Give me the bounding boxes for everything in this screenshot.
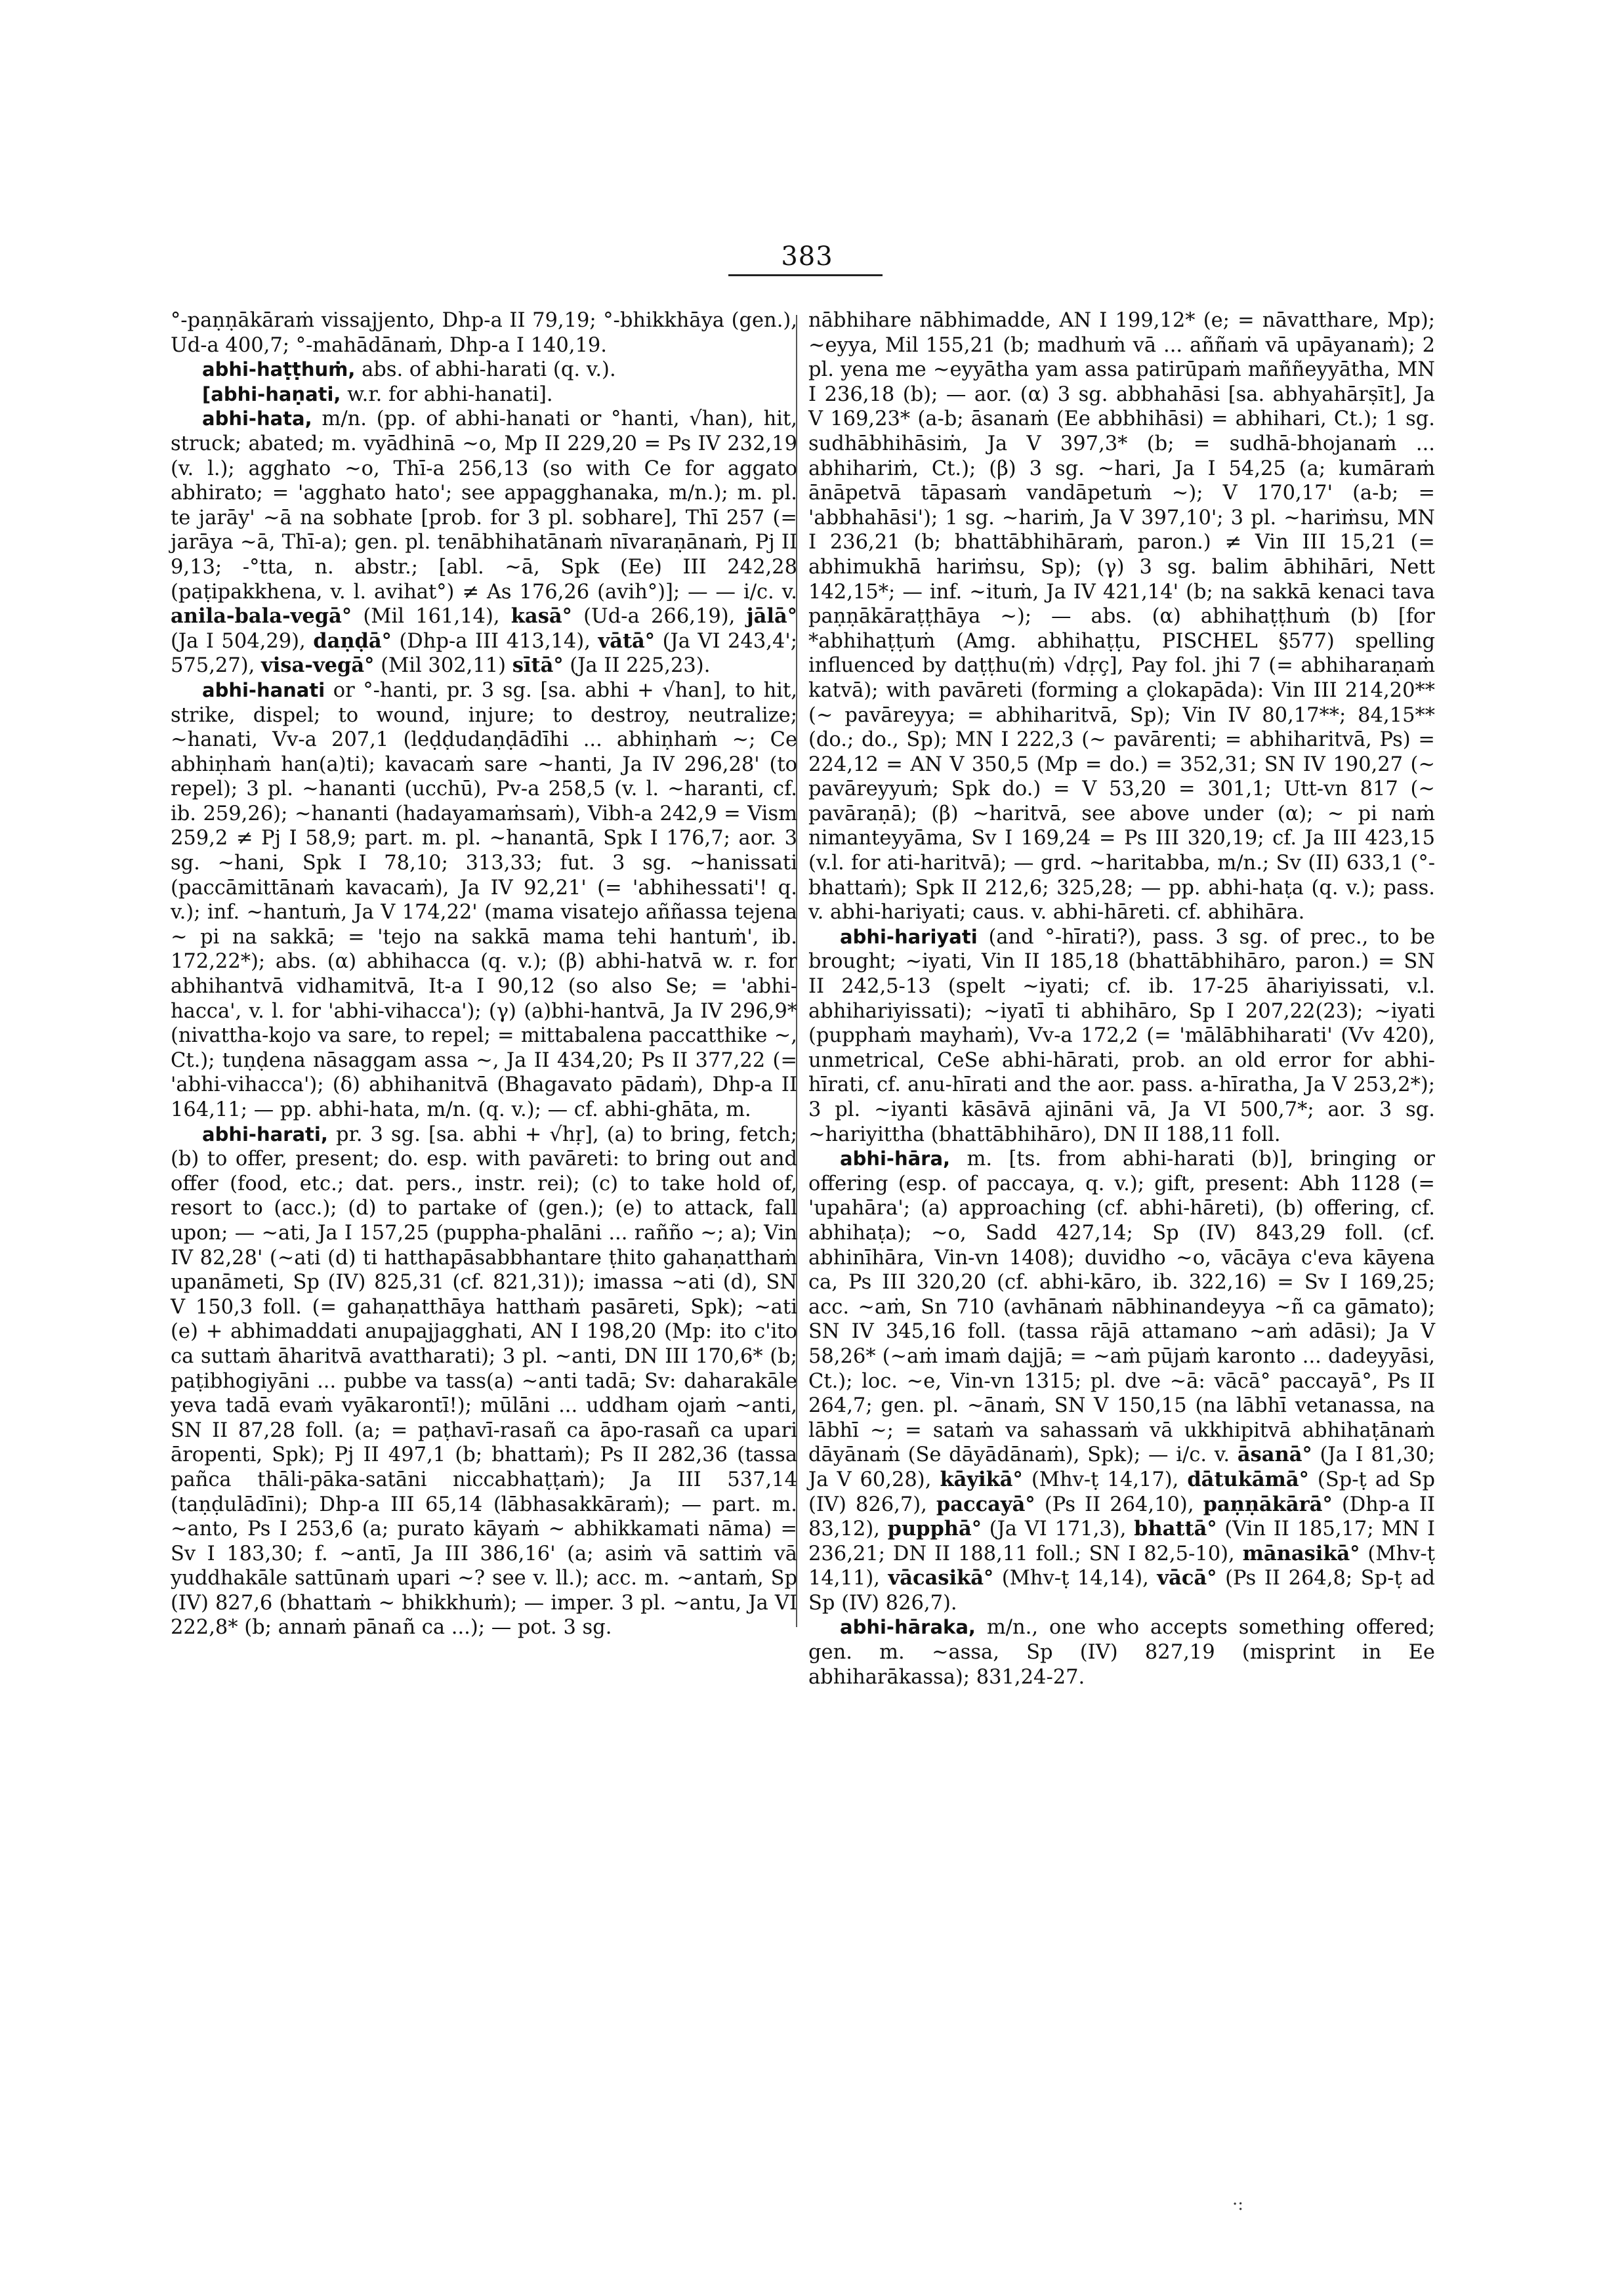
- compound: anila-bala-vegā°: [171, 604, 352, 629]
- headword: abhi-haṭṭhuṁ,: [202, 358, 356, 381]
- compound-ref: (Ja VI 243,4'; 575,27),: [171, 629, 798, 678]
- compound-ref: (Mhv-ṭ 14,11),: [808, 1542, 1435, 1590]
- headword: [abhi-haṇati,: [202, 382, 341, 405]
- compound-ref: (Dhp-a III 413,14),: [391, 629, 598, 653]
- compound: kāyikā°: [940, 1467, 1023, 1491]
- compound-ref: (Mil 302,11): [374, 654, 512, 678]
- header-rule: [728, 274, 883, 276]
- compound-ref: (Ud-a 266,19),: [572, 605, 747, 629]
- page-number: 383: [781, 241, 833, 272]
- compound: kasā°: [510, 604, 572, 629]
- compound: sītā°: [512, 653, 564, 678]
- headword: abhi-hāra,: [840, 1148, 951, 1170]
- entry-text: pr. 3 sg. [sa. abhi + √hṛ], (a) to bring, fetch; (b) to offer, present; do. esp. with pavāreti: to bring out and offer (food, etc.; dat. pers., instr. rei); (c) to take hold of, resort to (acc.); (d) to partake of (gen.); (e) to attack, fall upon; — ~ati, Ja I 157,25 (puppha-phalāni ... rañño ~; a); Vin IV 82,28' (~ati (d) ti hatthapāsabbhantare ṭhito gahaṇatthaṁ upanāmeti, Sp (IV) 825,31 (cf. 821,31)); imassa ~ati (d), SN V 150,3 foll. (= gahaṇatthāya hatthaṁ pasāreti, Spk); ~ati (e) + abhimaddati anupajjagghati, AN I 198,20 (Mp: ito c'ito ca suttaṁ āharitvā avattharati); 3 pl. ~anti, DN III 170,6* (b; paṭibhogiyāni ... pubbe va tass(a) ~anti tadā; Sv: daharakāle yeva tadā evaṁ vyākarontī!); mūlāni ... uddham ojaṁ ~anti, SN II 87,28 foll. (a; = paṭhavī-rasañ ca āpo-rasañ ca upari āropenti, Spk); Pj II 497,1 (b; bhattaṁ); Ps II 282,36 (tassa pañca thāli-pāka-satāni niccabhaṭṭaṁ); Ja III 537,14 (taṇḍulādīni); Dhp-a III 65,14 (lābhasakkāraṁ); — part. m. ~anto, Ps I 253,6 (a; purato kāyaṁ ~ abhikkamati nāma) = Sv I 183,30; f. ~antī, Ja III 386,16' (a; asiṁ vā sattiṁ vā yuddhakāle sattūnaṁ upari ~? see v. ll.); acc. m. ~antaṁ, Sp (IV) 827,6 (bhattaṁ ~ bhikkhuṁ); — imper. 3 pl. ~antu, Ja VI 222,8* (b; annaṁ pānañ ca ...); — pot. 3 sg.: [171, 1123, 797, 1640]
- compound-ref: (Ps II 264,8; Sp-ṭ ad Sp (IV) 826,7).: [808, 1567, 1435, 1615]
- compound: jālā°: [746, 604, 797, 629]
- entry-abhi-harati: [171, 1123, 797, 1640]
- compound: paṇṇākārā°: [1203, 1492, 1333, 1516]
- compound: vācasikā°: [888, 1566, 994, 1590]
- headword: abhi-hanati: [202, 678, 325, 701]
- headword: abhi-hariyati: [840, 925, 978, 948]
- entry-text: m. [ts. from abhi-harati (b)], bringing or offering (esp. of paccaya, q. v.); gift, present: Abh 1128 (= 'upahāra'; (a) approaching (cf. abhi-hāreti), (b) offering, cf. abhihaṭa); ~o, Sadd 427,14; Sp (IV) 843,29 foll. (cf. abhinīhāra, Vin-vn 1408); duvidho ~o, vācāya c'eva kāyena ca, Ps III 320,20 (cf. abhi-kāro, ib. 322,16) = Sv I 169,25; acc. ~aṁ, Sn 710 (avhānaṁ nābhinandeyya ~ñ ca gāmato); SN IV 345,16 foll. (tassa rājā attamano ~aṁ adāsi); Ja V 58,26* (~aṁ imaṁ dajjā; = ~aṁ pūjaṁ karonto ... dadeyyāsi, Ct.); loc. ~e, Vin-vn 1315; pl. dve ~ā: vācā° paccayā°, Ps II 264,7; gen. pl. ~ānaṁ, SN V 150,15 (na lābhī vetanassa, na lābhī ~; = sataṁ va sahassaṁ vā ukkhipitvā abhihaṭānaṁ dāyānaṁ (Se dāyādānaṁ), Spk); — i/c. v.: [808, 1148, 1435, 1467]
- entry-abhi-hara: [808, 1147, 1435, 1615]
- compound-ref: (Mhv-ṭ 14,17),: [1022, 1468, 1188, 1491]
- compound: vācā°: [1157, 1566, 1217, 1590]
- headword: abhi-harati,: [202, 1123, 328, 1146]
- entry-abhi-hanati: [171, 678, 797, 1123]
- entry-text: w.r. for abhi-hanati].: [341, 382, 553, 406]
- compound: āsanā°: [1237, 1443, 1312, 1467]
- compound-ref: (Ja VI 171,3),: [981, 1518, 1135, 1541]
- entry-continuation: [171, 308, 797, 358]
- compound: pupphā°: [887, 1517, 982, 1541]
- compound-ref: (Ps II 264,10),: [1035, 1493, 1203, 1516]
- compound: bhattā°: [1134, 1517, 1217, 1541]
- headword: abhi-hata,: [202, 407, 312, 430]
- editor-mark: ·:: [1232, 2195, 1244, 2214]
- compound-ref: (Mhv-ṭ 14,14),: [993, 1567, 1157, 1590]
- entry-abhi-haraka: [808, 1615, 1435, 1689]
- compound: mānasikā°: [1242, 1541, 1360, 1565]
- compound: vātā°: [598, 629, 656, 653]
- compound: paccayā°: [936, 1492, 1035, 1516]
- entry-abhi-hariyati: [808, 925, 1435, 1147]
- compound: visa-vegā°: [261, 653, 375, 678]
- compound: daṇḍā°: [313, 629, 392, 653]
- entry-text: abs. of abhi-harati (q. v.).: [355, 358, 616, 382]
- compound-ref: (Ja I 504,29),: [171, 629, 314, 653]
- right-column: [808, 308, 1435, 1689]
- entry-continuation: [808, 308, 1435, 925]
- entry-text: m/n., one who accepts something offered; gen. m. ~assa, Sp (IV) 827,19 (misprint in Ee abhiharākassa); 831,24-27.: [808, 1616, 1435, 1689]
- entry-text: or °-hanti, pr. 3 sg. [sa. abhi + √han], to hit, strike, dispel; to wound, injure; to destroy, neutralize; ~hanati, Vv-a 207,1 (leḍḍudaṇḍādīhi ... abhiṇhaṁ ~; Ce abhiṇhaṁ han(a)ti); kavacaṁ sare ~hanti, Ja IV 296,28' (to repel); 3 pl. ~hananti (ucchū), Pv-a 258,5 (v. l. ~haranti, cf. ib. 259,26); ~hananti (hadayamaṁsaṁ), Vibh-a 242,9 = Vism 259,2 ≠ Pj I 58,9; part. m. pl. ~hanantā, Spk I 176,7; aor. 3 sg. ~hani, Spk I 78,10; 313,33; fut. 3 sg. ~hanissati (paccāmittānaṁ kavacaṁ), Ja IV 92,21' (= 'abhihessati'! q. v.); inf. ~hantuṁ, Ja V 174,22' (mama visatejo aññassa tejena ~ pi na sakkā; = 'tejo na sakkā mama tehi hantuṁ', ib. 172,22*); abs. (α) abhihacca (q. v.); (β) abhi-hatvā w. r. for abhihantvā vidhamitvā, It-a I 90,12 (so also Se; = 'abhi-hacca', v. l. for 'abhi-vihacca'); (γ) (a)bhi-hantvā, Ja IV 296,9* (nivattha-kojo va sare, to repel; = mittabalena paccatthike ~, Ct.); tuṇḍena nāsaggam assa ~, Ja II 434,20; Ps II 377,22 (= 'abhi-vihacca'); (δ) abhihanitvā (Bhagavato pādaṁ), Dhp-a II 164,11; — pp. abhi-hata, m/n. (q. v.); — cf. abhi-ghāta, m.: [171, 678, 797, 1121]
- entry-text: (and °-hīrati?), pass. 3 sg. of prec., to be brought; ~iyati, Vin II 185,18 (bhattābhihāro, paron.) = SN II 242,5-13 (spelt ~iyati; cf. ib. 17-25 āhariyissati, v.l. abhihariyissati); ~iyatī ti abhihāro, Sp I 207,22(23); ~iyati (pupphaṁ mayhaṁ), Vv-a 172,2 (= 'mālābhiharati' (Vv 420), unmetrical, CeSe abhi-hārati, prob. an old error for abhi-hīrati, cf. anu-hīrati and the aor. pass. a-hīratha, Ja V 253,2*); 3 pl. ~iyanti kāsāvā ajināni vā, Ja VI 500,7*; aor. 3 sg. ~hariyittha (bhattābhihāro), DN II 188,11 foll.: [808, 925, 1435, 1146]
- compound-ref: (Vin II 185,17; MN I 236,21; DN II 188,11 foll.; SN I 82,5-10),: [808, 1518, 1435, 1565]
- entry-text: m/n. (pp. of abhi-hanati or °hanti, √han), hit, struck; abated; m. vyādhinā ~o, Mp II 229,20 = Ps IV 232,19 (v. l.); agghato ~o, Thī-a 256,13 (so with Ce for aggato abhirato; = 'agghato hato'; see appagghanaka, m/n.); m. pl. te jarāy' ~ā na sobhate [prob. for 3 pl. sobhare], Thī 257 (= jarāya ~ā, Thī-a); gen. pl. tenābhihatānaṁ nīvaraṇānaṁ, Pj II 9,13; -°tta, n. abstr.; [abl. ~ā, Spk (Ee) III 242,28 (paṭipakkhena, v. l. avihat°) ≠ As 176,26 (avih°)]; — — i/c. v.: [171, 407, 797, 604]
- compound-ref: (Ja I 81,30; Ja V 60,28),: [808, 1443, 1435, 1491]
- compound-ref: (Mil 161,14),: [352, 605, 511, 629]
- compound-ref: (Dhp-a II 83,12),: [808, 1493, 1435, 1541]
- compound-ref: (Sp-ṭ ad Sp (IV) 826,7),: [808, 1468, 1435, 1516]
- entry-abhi-hanati-wr: [171, 382, 797, 407]
- compound-ref: (Ja II 225,23).: [563, 654, 711, 678]
- entry-abhi-hata: [171, 407, 797, 678]
- entry-abhi-hatthum: [171, 358, 797, 382]
- headword: abhi-hāraka,: [840, 1616, 976, 1639]
- entry-text: °-paṇṇākāraṁ vissajjento, Dhp-a II 79,19; °-bhikkhāya (gen.), Ud-a 400,7; °-mahādānaṁ, Dhp-a I 140,19.: [171, 309, 797, 357]
- compound: dātukāmā°: [1187, 1467, 1309, 1491]
- left-column: [171, 308, 797, 1640]
- entry-text: nābhihare nābhimadde, AN I 199,12* (e; = nāvatthare, Mp); ~eyya, Mil 155,21 (b; madhuṁ vā ... aññaṁ vā upāyanaṁ); 2 pl. yena me ~eyyātha yam assa patirūpaṁ maññeyyātha, MN I 236,18 (b); — aor. (α) 3 sg. abbhahāsi [sa. abhyahārṣīt], Ja V 169,23* (a-b; āsanaṁ (Ee abbhihāsi) = abhihari, Ct.); 1 sg. sudhābhihāsiṁ, Ja V 397,3* (b; = sudhā-bhojanaṁ ... abhihariṁ, Ct.); (β) 3 sg. ~hari, Ja I 54,25 (a; kumāraṁ ānāpetvā tāpasaṁ vandāpetuṁ ~); V 170,17' (a-b; = 'abbhahāsi'); 1 sg. ~hariṁ, Ja V 397,10'; 3 pl. ~hariṁsu, MN I 236,21 (b; bhattābhihāraṁ, paron.) ≠ Vin III 15,21 (= abhimukhā hariṁsu, Sp); (γ) 3 sg. balim ābhihāri, Nett 142,15*; — inf. ~ituṁ, Ja IV 421,14' (b; na sakkā kenaci tava paṇṇākāraṭṭhāya ~); — abs. (α) abhihaṭṭhuṁ (b) [for *abhihaṭṭuṁ (Amg. abhihaṭṭu, PISCHEL §577) spelling influenced by daṭṭhu(ṁ) √dṛç], Pay fol. jhi 7 (= abhiharaṇaṁ katvā); with pavāreti (forming a çlokapāda): Vin III 214,20** (~ pavāreyya; = abhiharitvā, Sp); Vin IV 80,17**; 84,15** (do.; do., Sp); MN I 222,3 (~ pavārenti; = abhiharitvā, Ps) = 224,12 = AN V 350,5 (Mp = do.) = 352,31; SN IV 190,27 (~ pavāreyyuṁ; Spk do.) = V 53,20 = 301,1; Utt-vn 817 (~ pavāraṇā); (β) ~haritvā, see above under (α); ~ pi naṁ nimanteyyāma, Sv I 169,24 = Ps III 320,19; cf. Ja III 423,15 (v.l. for ati-haritvā); — grd. ~haritabba, m/n.; Sv (II) 633,1 (°-bhattaṁ); Spk II 212,6; 325,28; — pp. abhi-haṭa (q. v.); pass. v. abhi-hariyati; caus. v. abhi-hāreti. cf. abhihāra.: [808, 309, 1435, 924]
